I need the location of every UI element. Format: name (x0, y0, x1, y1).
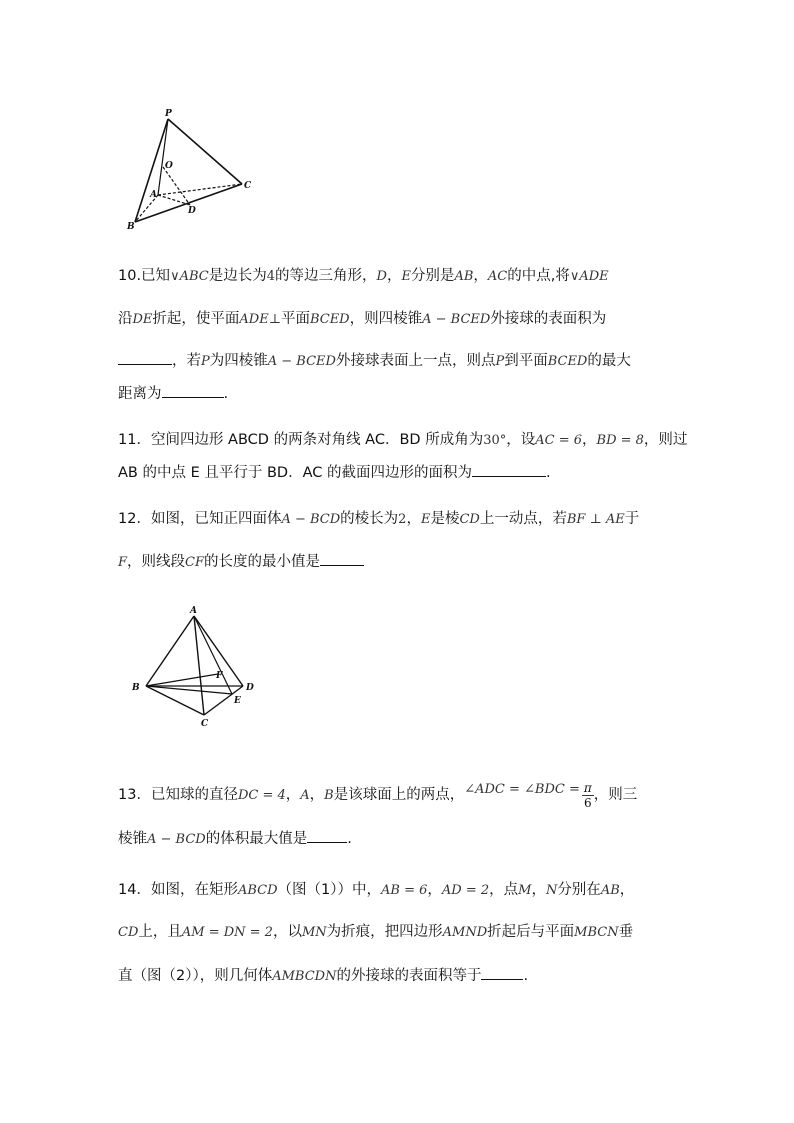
text: 的长度的最小值是 (204, 554, 320, 570)
math: BCED (309, 312, 350, 327)
answer-blank (472, 464, 546, 477)
math: AC (487, 269, 508, 284)
text: ，则过 (643, 432, 688, 448)
math: CD (459, 512, 480, 527)
text: 到平面 (504, 353, 548, 369)
segment-od (163, 167, 190, 205)
text: ， (309, 787, 325, 803)
math: A − BCED (267, 354, 336, 369)
math: AMBCDN (272, 969, 337, 984)
text: 外接球表面上一点，则点 (335, 353, 496, 369)
label-e: E (234, 696, 241, 706)
math: MN (301, 925, 327, 940)
text: 的体积最大值是 (205, 831, 308, 847)
q14-line-1 (118, 880, 634, 901)
text: AB 的中点 E 且平行于 BD．AC 的截面四边形的面积为 (118, 465, 472, 481)
label-p: P (165, 109, 172, 119)
q11-line-1 (118, 430, 687, 451)
q12-line-1 (118, 509, 639, 530)
math: MBCN (574, 925, 619, 940)
math: F (118, 555, 128, 570)
math: CD (118, 925, 139, 940)
text: ，则四棱锥 (349, 311, 423, 327)
segment-ae (194, 616, 232, 694)
figure-tetrahedron-pabc (118, 105, 268, 235)
text: ，设 (506, 432, 536, 448)
text: 为折痕，把四边形 (326, 924, 443, 940)
math: AC = 6 (535, 433, 583, 448)
edge-ac (158, 184, 242, 195)
q12-line-2 (118, 552, 364, 573)
math: BD = 8 (596, 433, 644, 448)
math: AB = 6 (381, 883, 428, 898)
text: 的最大 (587, 353, 631, 369)
text: . (223, 386, 229, 402)
edge-pa (158, 119, 168, 195)
text: 上一动点，若 (479, 511, 567, 527)
text: 沿 (118, 311, 133, 327)
text: ，若 (172, 353, 201, 369)
label-a: A (190, 606, 197, 616)
q10-line-2 (118, 309, 606, 330)
label-a: A (150, 190, 157, 200)
label-b: B (127, 222, 135, 232)
text: 的等边三角形， (275, 268, 377, 284)
math: D (376, 269, 387, 284)
text: 外接球的表面积为 (490, 311, 607, 327)
text: 是棱 (430, 511, 460, 527)
math: ∨ABC (170, 269, 209, 284)
edge-pb (135, 119, 168, 222)
text: ，点 (489, 882, 519, 898)
answer-blank (162, 385, 224, 398)
math: ABCD (237, 883, 278, 898)
numerator: π (583, 780, 592, 795)
math: P (201, 354, 210, 369)
text: 折起，使平面 (152, 311, 240, 327)
label-c: C (244, 181, 252, 191)
math: ∠ADC = ∠BDC = (464, 782, 580, 797)
text: ， (406, 511, 421, 527)
q13-line-2 (118, 829, 352, 850)
figure-tetrahedron-abcd (118, 602, 278, 732)
math: ADE⊥ (239, 312, 281, 327)
text: ，则线段 (127, 554, 186, 570)
math: B (324, 788, 334, 803)
label-c: C (201, 719, 209, 729)
math: A − BCED (422, 312, 491, 327)
edge-ac (194, 616, 204, 715)
text: . (347, 831, 352, 847)
math: N (545, 883, 558, 898)
text: 棱锥 (118, 831, 147, 847)
text: 直（图（2）），则几何体 (118, 968, 273, 984)
label-f: F (216, 671, 223, 681)
math: AB (454, 269, 474, 284)
answer-blank (118, 352, 172, 365)
math: AB (600, 883, 620, 898)
math: ∨ADE (569, 269, 609, 284)
text: ， (285, 787, 301, 803)
text: 平面 (280, 311, 310, 327)
text: ， (427, 882, 442, 898)
math: A − BCD (281, 512, 341, 527)
math: A (300, 788, 310, 803)
text: 的中点,将 (507, 268, 570, 284)
label-o: O (165, 161, 173, 171)
text: 10.已知 (118, 268, 171, 284)
label-d: D (246, 683, 254, 693)
text: 上，且 (138, 924, 182, 940)
fraction-pi-over-6 (582, 781, 594, 810)
text: 垂 (618, 924, 634, 940)
q14-line-2 (118, 922, 633, 943)
math: 30° (483, 433, 507, 448)
math: AM = DN = 2 (181, 925, 273, 940)
math: E (401, 269, 411, 284)
answer-blank (481, 967, 523, 980)
q11-line-2 (118, 463, 551, 483)
text: 的外接球的表面积等于 (336, 968, 482, 984)
text: 折起后与平面 (487, 924, 575, 940)
math: E (420, 512, 431, 527)
math: AMND (442, 925, 488, 940)
text: 分别在 (557, 882, 601, 898)
math: BF ⊥ AE (566, 512, 625, 527)
label-d: D (188, 206, 196, 216)
text: 13．已知球的直径 (118, 787, 238, 803)
math: CF (185, 555, 204, 570)
text: 11．空间四边形 ABCD 的两条对角线 AC．BD 所成角为 (118, 432, 484, 448)
edge-pc (168, 119, 242, 184)
math: 2 (398, 512, 407, 527)
edge-ab (146, 616, 194, 686)
text: ， (619, 882, 635, 898)
text: 是该球面上的两点， (333, 787, 465, 803)
label-b: B (132, 683, 140, 693)
text: 距离为 (118, 386, 162, 402)
text: . (523, 968, 529, 984)
text: ， (473, 268, 488, 284)
q10-line-3 (118, 351, 631, 372)
math: P (495, 354, 505, 369)
answer-blank (320, 553, 364, 566)
math: 4 (266, 269, 275, 284)
text: 分别是 (410, 268, 455, 284)
math: BCED (547, 354, 588, 369)
text: 的棱长为 (340, 511, 399, 527)
text: ，则三 (593, 787, 638, 803)
math: M (518, 883, 532, 898)
text: 14．如图，在矩形 (118, 882, 238, 898)
q10-line-1 (118, 266, 609, 287)
text: ， (582, 432, 597, 448)
text: ，以 (272, 924, 302, 940)
math: DE (132, 312, 153, 327)
text: ， (386, 268, 402, 284)
q10-line-4 (118, 384, 228, 404)
text: 是边长为 (208, 268, 267, 284)
text: （图（1））中， (277, 882, 381, 898)
math: DC = 4 (237, 788, 286, 803)
q14-line-3 (118, 966, 528, 987)
q13-line-1 (118, 770, 637, 810)
text: ， (531, 882, 546, 898)
text: . (545, 465, 551, 481)
math: A − BCD (147, 832, 206, 847)
text: 12．如图，已知正四面体 (118, 511, 282, 527)
text: 为四棱锥 (209, 353, 268, 369)
denominator: 6 (584, 795, 592, 810)
math: AD = 2 (441, 883, 490, 898)
segment-bf (146, 674, 218, 686)
answer-blank (307, 830, 347, 843)
text: 于 (624, 511, 640, 527)
